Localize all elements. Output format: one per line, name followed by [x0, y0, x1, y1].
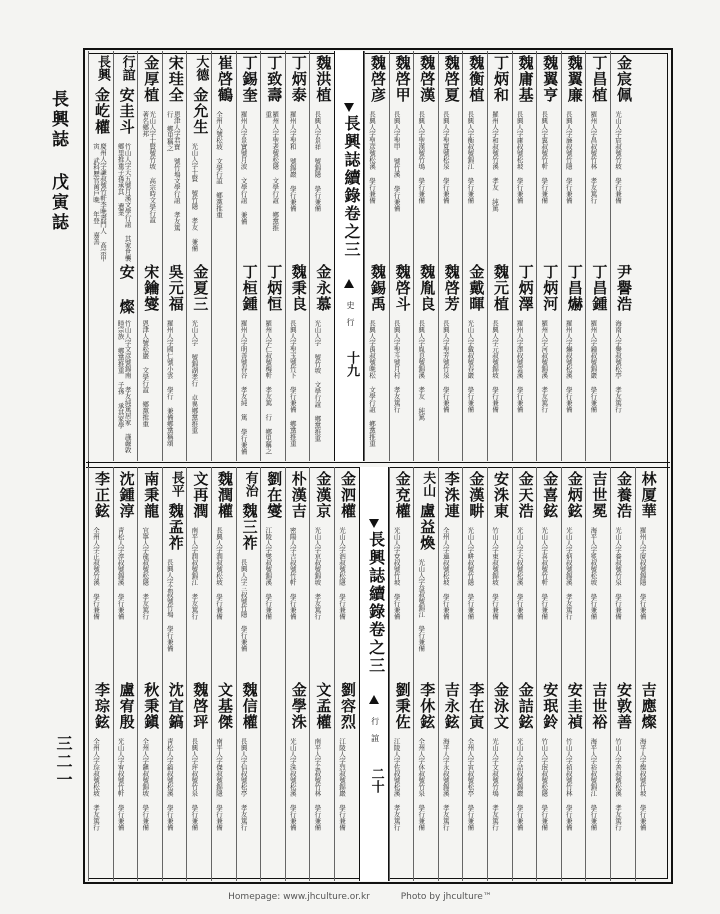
- person-name: 劉秉佐: [393, 682, 412, 731]
- person-note: 羅州人字國仁號小雲 學行 兼備鄕黨稱頌: [165, 320, 174, 447]
- center-title-band: [359, 467, 389, 881]
- person-note: 全州人字連叔號松坡 學行兼備: [441, 527, 450, 620]
- person-note: 長興人字潤叔號松坡 學行兼備: [215, 527, 223, 620]
- person-name: 金宸佩: [615, 55, 633, 103]
- person-note: 羅州人字澤叔號雲溪 學行兼備: [515, 320, 524, 413]
- person-name: 丁炳河: [541, 264, 560, 313]
- page-number: 三二一: [54, 735, 73, 789]
- center-leaf-label: 史 行: [346, 301, 355, 326]
- person-name: 魏潤權: [216, 471, 234, 519]
- center-page-number: 十九: [344, 351, 359, 377]
- person-name: 安珉鈴: [541, 682, 560, 731]
- person-note: 竹山人字禎叔號竹林 學行兼備: [564, 738, 573, 831]
- section-heading: 夫山: [420, 471, 436, 497]
- footer-homepage: Homepage: www.jhculture.or.kr: [228, 892, 370, 902]
- person-note: 羅州人字鍾叔號錦巖 學行兼備: [589, 320, 598, 413]
- person-note: 光山人字兗叔號竹坡 學行兼備: [392, 527, 401, 620]
- person-name: 金厚植: [142, 55, 161, 103]
- person-note: 全州人字寅叔號松亭 學行兼備: [466, 738, 475, 831]
- person-name: 丁炳澤: [516, 264, 535, 313]
- person-name: 金允生: [191, 87, 210, 135]
- person-name: 金學洙: [289, 682, 308, 731]
- person-note: 海平人字冕叔號松坡 學行兼備: [589, 527, 598, 620]
- person-note: 長興人字翼叔號竹軒 學行兼備: [540, 111, 549, 204]
- person-note: 長興人字聖芳號竹泉 學行兼備: [441, 320, 450, 413]
- person-name: 魏翼亨: [541, 55, 560, 103]
- center-leaf-label: 行 誼: [370, 717, 380, 742]
- person-note: 江陵人字烈叔號錦巖 學行兼備: [338, 738, 346, 831]
- person-note: 光山人字益叔號錦江 學行兼備: [417, 559, 426, 652]
- person-name: 丁昌植: [590, 55, 609, 103]
- person-note: 密陽人字吉叔號竹軒 學行兼備: [288, 527, 297, 620]
- fish-tail-mark: [344, 103, 354, 112]
- person-note: 光山人字泗叔號松隱 學行兼備: [338, 527, 346, 620]
- person-name: 魏啓夏: [442, 55, 461, 103]
- person-name: 金戴暉: [467, 264, 486, 313]
- person-name: 劉容烈: [339, 682, 357, 731]
- person-name: 丁炳泰: [289, 55, 308, 103]
- center-title: 長興誌續錄卷之三: [366, 531, 386, 675]
- person-name: 魏翼廉: [565, 55, 584, 103]
- person-note: 長興人字聖彦號松溪 學行兼備: [368, 111, 376, 204]
- person-name: 吉世冕: [590, 471, 609, 519]
- fish-tail-mark: [369, 519, 379, 528]
- person-name: 丁錫奎: [240, 55, 259, 103]
- person-note: 光山人字京叔號錦坡 孝友篤行: [313, 527, 322, 620]
- person-name: 丁炳恒: [265, 264, 284, 313]
- person-name: 魏三祚: [240, 503, 259, 551]
- person-note: 全州人字鎭叔號錦坡 學行兼備: [141, 738, 150, 831]
- person-note: 長興人字禹叔號晩松 文學行誼 鄕黨推重: [368, 320, 376, 447]
- person-note: 羅州人字景實號月波 文學行誼 兼備: [239, 111, 248, 225]
- person-note: 長興人字玶叔號竹泉 學行兼備: [190, 738, 199, 831]
- person-name: 魏錫禹: [369, 264, 387, 313]
- person-name: 金養浩: [615, 471, 633, 519]
- person-note: 羅州人字和叔號竹溪 孝友 純篤: [491, 111, 499, 212]
- person-name: 吉永鉉: [442, 682, 461, 731]
- person-name: 沈鍾淳: [117, 471, 136, 519]
- person-name: 魏元植: [492, 264, 510, 313]
- person-note: 海平人字永叔號錦溪 孝友篤行: [441, 738, 450, 831]
- person-name: 金詰鉉: [516, 682, 535, 731]
- person-name: 丁桓鍾: [240, 264, 259, 313]
- person-name: 文再潤: [191, 471, 210, 519]
- person-name: 魏啓漢: [418, 55, 437, 103]
- person-name: 吉世裕: [590, 682, 609, 731]
- person-note: 光山人字 號錦湖孝行 卓異鄕黨推重: [190, 320, 199, 434]
- person-note: 光山人字士賢號竹坡 高宗時文學行誼 著名鄕邦: [141, 111, 157, 223]
- person-note: 慶州人字謙叔號竹軒李晩壽門人 高宗甲寅 武科歷官萬戶晩 年登 嘉善: [92, 143, 107, 262]
- center-title-band: [334, 51, 364, 461]
- person-note: 羅州人字厦叔號錦隱 學行兼備: [638, 527, 647, 620]
- person-name: 金漢京: [314, 471, 333, 519]
- bottom-half: [86, 467, 670, 881]
- person-note: 竹山人字珉叔號松隱 學行兼備: [540, 738, 549, 831]
- section-heading: 大德: [193, 55, 209, 81]
- person-note: 光山人字宥叔號竹軒 學行兼備: [116, 738, 125, 831]
- person-name: 魏啓斗: [393, 264, 412, 313]
- person-note: 江陵人字佐叔號松溪 孝友篤行: [392, 738, 401, 831]
- person-name: 劉在燮: [265, 471, 284, 519]
- person-note: 長興人字聖玉號竹下 學行兼備 鄕黨推重: [288, 320, 297, 447]
- person-note: 羅州人字爀叔號松溪 學行兼備: [564, 320, 573, 413]
- person-note: 長興人字聖甲 號竹溪 學行兼備: [392, 111, 401, 212]
- person-name: 金兗權: [393, 471, 412, 519]
- person-name: 文基傑: [216, 682, 234, 731]
- fish-tail-mark: [369, 695, 379, 704]
- person-name: 盧益煥: [418, 503, 437, 551]
- person-name: 金永慕: [314, 264, 333, 313]
- person-note: 恩津人字君寶 號竹塢文學行誼 孝友篤行 鄕里稱之: [165, 111, 181, 231]
- person-note: 南平人字孟叔號竹林 學行兼備: [313, 738, 322, 831]
- person-note: 海平人字燦叔號竹坡 學行兼備: [638, 738, 647, 831]
- person-note: 光山人字詰叔號錦巖 學行兼備: [515, 738, 524, 831]
- person-name: 金喜鉉: [541, 471, 560, 519]
- person-note: 長興人字元叔號錦坡 學行兼備: [491, 320, 499, 413]
- person-note: 海平人字裕叔號錦江 學行兼備: [589, 738, 598, 831]
- top-half: [86, 51, 670, 461]
- center-title: 長興誌續錄卷之三: [342, 115, 361, 259]
- person-note: 光山人字天叔號松溪 學行兼備: [515, 527, 524, 620]
- person-note: 竹山人字天五號月溪文學行誼 其家世襲鄕里推重子孫承其 遺業: [116, 143, 132, 262]
- person-note: 竹山人字文彦號錦南 孝友純篤居家 謹嚴敦睦宗族 鄕黨推重 子孫 承其家學: [116, 320, 132, 454]
- person-note: 光山人字文叔號竹塢 孝友篤行: [491, 738, 499, 831]
- person-name: 秋秉鎭: [142, 682, 161, 731]
- person-note: 靑松人字淳叔號錦溪 學行兼備: [116, 527, 125, 620]
- person-note: 長興人字廉叔號竹隱 學行兼備: [564, 111, 573, 204]
- person-name: 李正鉉: [93, 471, 111, 519]
- person-note: 南平人字傑叔號錦隱 學行兼備: [215, 738, 223, 831]
- person-name: 丁炳和: [492, 55, 510, 103]
- person-name: 南秉龍: [142, 471, 161, 519]
- person-note: 全州人字正叔號竹溪 學行兼備: [92, 527, 100, 620]
- person-note: 光山人字 號竹坡 文學行誼 鄕黨推重: [313, 320, 322, 442]
- footer-photo: Photo by jhculture™: [400, 892, 492, 902]
- person-note: 長興人字景祥 號錦隱 學行兼備: [313, 111, 322, 212]
- person-name: 魏洪植: [314, 55, 333, 103]
- person-note: 靑松人字鎬叔號松溪 學行兼備: [165, 738, 174, 831]
- person-note: 光山人字喜叔號竹軒 學行兼備: [540, 527, 549, 620]
- person-name: 李在寅: [467, 682, 486, 731]
- person-name: 崔啓鶴: [216, 55, 234, 103]
- person-note: 南平人字潤叔號錦江 孝友篤行: [190, 527, 199, 620]
- person-note: 光山人字炳叔號錦溪 孝友篤行: [564, 527, 573, 620]
- person-note: 恩津人號松巖 文學行誼 鄕黨推重: [141, 320, 150, 428]
- person-note: 羅州人字河叔號錦溪 孝友篤行: [540, 320, 549, 413]
- person-note: 羅州人字聖老號松隱 文學行誼 鄕黨推重: [264, 111, 280, 231]
- person-note: 羅州人字明善號春谷 孝友純 篤 學行兼備: [239, 320, 248, 455]
- person-name: 魏胤良: [418, 264, 437, 313]
- person-name: 李琮鉉: [93, 682, 111, 731]
- person-note: 光山人字士賢 號竹隱 孝友 兼備: [190, 143, 199, 252]
- person-name: 丁致壽: [265, 55, 284, 103]
- person-name: 吳元福: [166, 264, 185, 313]
- person-name: 魏啓芳: [442, 264, 461, 313]
- person-name: 丁昌鍾: [590, 264, 609, 313]
- center-page-number: 二十: [368, 767, 384, 793]
- person-note: 長興人字聖漢號竹塢 學行兼備: [417, 111, 426, 204]
- person-note: 竹山人字東叔號錦坡 學行兼備: [491, 527, 499, 620]
- person-name: 金漢畊: [467, 471, 486, 519]
- person-note: 長興人字聖斗號月村 孝友篤行: [392, 320, 401, 413]
- person-name: 安圭斗: [117, 87, 136, 135]
- person-name: 盧宥殷: [117, 682, 136, 731]
- person-name: 宋鑰燮: [142, 264, 161, 313]
- person-name: 李洙連: [442, 471, 461, 519]
- person-name: 金泗權: [339, 471, 357, 519]
- person-name: 李休鉉: [418, 682, 437, 731]
- person-note: 光山人字養叔號竹泉 學行兼備: [614, 527, 622, 620]
- person-name: 安 燦: [117, 264, 136, 316]
- person-note: 竹山人字善叔號松溪 孝友篤行: [614, 738, 622, 831]
- person-note: 長興人字三叔號竹隱 學行兼備: [239, 559, 248, 652]
- section-heading: 長興: [95, 55, 110, 81]
- person-note: 光山人字畊叔號竹隱 學行兼備: [466, 527, 475, 620]
- person-note: 光山人字宸叔號竹坡 學行兼備: [614, 111, 622, 204]
- person-name: 魏啓甲: [393, 55, 412, 103]
- person-name: 文孟權: [314, 682, 333, 731]
- person-note: 長興人字孟叔號竹塢 學行兼備: [165, 559, 174, 652]
- footer: [0, 892, 720, 902]
- person-note: 長興人字信叔號松亭 孝友篤行: [239, 738, 248, 831]
- person-note: 羅州人字聖和 號錦巖 學行兼備: [288, 111, 297, 212]
- person-name: 丁昌爀: [565, 264, 584, 313]
- person-note: 江陵人字燮叔號錦溪 學行兼備: [264, 527, 273, 620]
- person-name: 沈宜鎬: [166, 682, 185, 731]
- person-note: 長興人字庸叔號松坡 學行兼備: [515, 111, 524, 204]
- section-heading: 行誼: [119, 55, 135, 81]
- person-name: 魏信權: [240, 682, 259, 731]
- person-name: 魏啓彦: [369, 55, 387, 103]
- person-name: 林厦華: [639, 471, 658, 519]
- person-note: 全州人號松坡 文學行誼 鄕黨推重: [215, 111, 223, 218]
- person-name: 魏庸基: [516, 55, 535, 103]
- person-name: 宋珪全: [166, 55, 185, 103]
- person-note: 宜寧人字龍叔號松隱 孝友篤行: [141, 527, 150, 620]
- person-note: 光山人字洙叔號松溪 學行兼備: [288, 738, 297, 831]
- person-note: 長興人字胤良號錦溪 孝友 純篤: [417, 320, 426, 421]
- person-note: 長興人字衡叔號錦江 學行兼備: [466, 111, 475, 204]
- person-name: 安敦善: [615, 682, 633, 731]
- person-note: 海南人字譽叔號松亭 孝友篤行: [614, 320, 622, 413]
- section-heading: 長平: [168, 471, 184, 497]
- person-note: 長興人字聖夏號松泉 學行兼備: [441, 111, 450, 204]
- person-name: 金天浩: [516, 471, 535, 519]
- person-note: 羅州人字仁叔號梅軒 孝友篤 行 鄕里稱之: [264, 320, 273, 455]
- spine-title: 長興誌 戊寅誌: [48, 90, 68, 233]
- fish-tail-mark: [344, 279, 354, 288]
- person-name: 魏啓玶: [191, 682, 210, 731]
- person-name: 魏孟祚: [166, 503, 185, 551]
- person-note: 全州人字琮叔號松坡 孝友篤行: [92, 738, 100, 831]
- person-name: 魏衡植: [467, 55, 486, 103]
- person-note: 羅州人字昌叔號竹林 孝友篤行: [589, 111, 598, 204]
- person-name: 金屹權: [93, 87, 111, 135]
- person-name: 朴漢吉: [289, 471, 308, 519]
- person-name: 金炳鉉: [565, 471, 584, 519]
- person-note: 光山人字戴叔號春巖 學行兼備: [466, 320, 475, 413]
- person-name: 安圭禎: [565, 682, 584, 731]
- person-name: 金夏三: [191, 264, 210, 313]
- person-note: 全州人字休叔號竹泉 學行兼備: [417, 738, 426, 831]
- section-heading: 有治: [242, 471, 258, 497]
- person-name: 魏秉良: [289, 264, 308, 313]
- person-name: 尹譽浩: [615, 264, 633, 313]
- person-name: 吉應燦: [639, 682, 658, 731]
- person-name: 安洙東: [492, 471, 510, 519]
- person-name: 金泳文: [492, 682, 510, 731]
